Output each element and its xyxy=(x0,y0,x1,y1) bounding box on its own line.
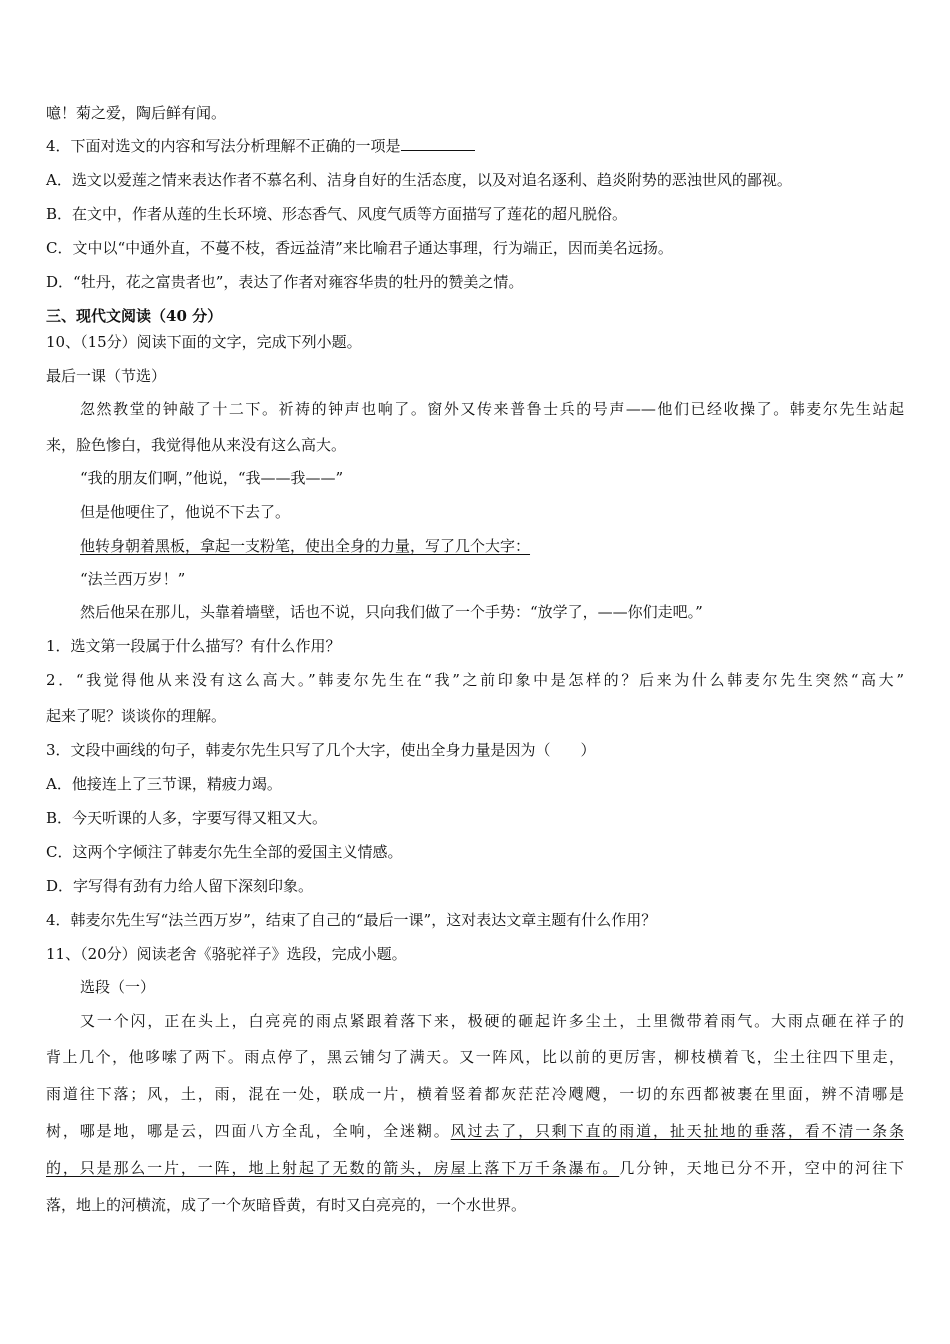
section-heading: 三、现代文阅读（40 分） xyxy=(46,307,223,325)
option-d: D．字写得有劲有力给人留下深刻印象。 xyxy=(46,877,314,895)
option-d: D．“牡丹，花之富贵者也”，表达了作者对雍容华贵的牡丹的赞美之情。 xyxy=(46,273,524,291)
passage-line: “我的朋友们啊，”他说，“我——我——” xyxy=(80,469,344,487)
option-c: C．文中以“中通外直，不蔓不枝，香远益清”来比喻君子通达事理，行为端正，因而美名远扬。 xyxy=(46,239,673,257)
underlined-sentence: 风过去了，只剩下直的雨道，扯天扯地的垂落，看不清一条条 xyxy=(450,1122,904,1140)
passage-line xyxy=(46,1157,904,1179)
passage-line: 忽然教堂的钟敲了十二下。祈祷的钟声也响了。窗外又传来普鲁士兵的号声——他们已经收操了。韩麦尔先生站起 xyxy=(80,400,904,418)
passage-line: 背上几个，他哆嗦了两下。雨点停了，黑云铺匀了满天。又一阵风，比以前的更厉害，柳枝横着飞，尘土往四下里走， xyxy=(46,1048,904,1066)
question-11-stem: 11、（20分）阅读老舍《骆驼祥子》选段，完成小题。 xyxy=(46,945,407,963)
sub-question-2: 2．“我觉得他从来没有这么高大。”韩麦尔先生在“我”之前印象中是怎样的？后来为什么韩麦尔先生突然“高大” xyxy=(46,671,904,689)
text-line: 噫！菊之爱，陶后鲜有闻。 xyxy=(46,104,227,122)
option-a: A．选文以爱莲之情来表达作者不慕名利、洁身自好的生活态度，以及对追名逐利、趋炎附势的恶浊世风的鄙视。 xyxy=(46,171,792,189)
underlined-sentence: 的，只是那么一片，一阵，地上射起了无数的箭头，房屋上落下万千条瀑布。 xyxy=(46,1159,620,1177)
passage-title: 最后一课（节选） xyxy=(46,367,167,385)
answer-blank xyxy=(401,136,475,151)
underlined-sentence: 他转身朝着黑板，拿起一支粉笔，使出全身的力量，写了几个大字： xyxy=(80,537,531,555)
passage-line: 然后他呆在那儿，头靠着墙壁，话也不说，只向我们做了一个手势：“放学了，——你们走吧。” xyxy=(80,603,703,621)
excerpt-title: 选段（一） xyxy=(80,978,156,996)
passage-text: 树，哪是地，哪是云，四面八方全乱，全响，全迷糊。 xyxy=(46,1122,451,1140)
sub-question-2-cont: 起来了呢？谈谈你的理解。 xyxy=(46,707,227,725)
option-a: A．他接连上了三节课，精疲力竭。 xyxy=(46,775,282,793)
question-10-stem: 10、（15分）阅读下面的文字，完成下列小题。 xyxy=(46,333,362,351)
passage-line: 落，地上的河横流，成了一个灰暗昏黄，有时又白亮亮的，一个水世界。 xyxy=(46,1196,527,1214)
passage-line: 又一个闪，正在头上，白亮亮的雨点紧跟着落下来，极硬的砸起许多尘土，土里微带着雨气。大雨点砸在祥子的 xyxy=(80,1012,904,1030)
option-c: C．这两个字倾注了韩麦尔先生全部的爱国主义情感。 xyxy=(46,843,403,861)
question-text: 4．下面对选文的内容和写法分析理解不正确的一项是 xyxy=(46,137,401,155)
sub-question-4: 4．韩麦尔先生写“法兰西万岁”，结束了自己的“最后一课”，这对表达文章主题有什么作用？ xyxy=(46,911,657,929)
passage-line xyxy=(46,1120,904,1142)
sub-question-1: 1．选文第一段属于什么描写？有什么作用？ xyxy=(46,637,341,655)
passage-line: 来，脸色惨白，我觉得他从来没有这么高大。 xyxy=(46,436,347,454)
passage-line: “法兰西万岁！” xyxy=(80,570,186,588)
question-4-stem xyxy=(46,135,904,157)
passage-line: 雨道往下落；风，土，雨，混在一处，联成一片，横着竖着都灰茫茫冷飕飕，一切的东西都被裹在里面，辨不清哪是 xyxy=(46,1085,904,1103)
option-b: B．今天听课的人多，字要写得又粗又大。 xyxy=(46,809,328,827)
passage-line: 但是他哽住了，他说不下去了。 xyxy=(80,503,291,521)
option-b: B．在文中，作者从莲的生长环境、形态香气、风度气质等方面描写了莲花的超凡脱俗。 xyxy=(46,205,628,223)
passage-text: 几分钟，天地已分不开，空中的河往下 xyxy=(619,1159,904,1177)
sub-question-3: 3．文段中画线的句子，韩麦尔先生只写了几个大字，使出全身力量是因为（ ） xyxy=(46,741,596,759)
